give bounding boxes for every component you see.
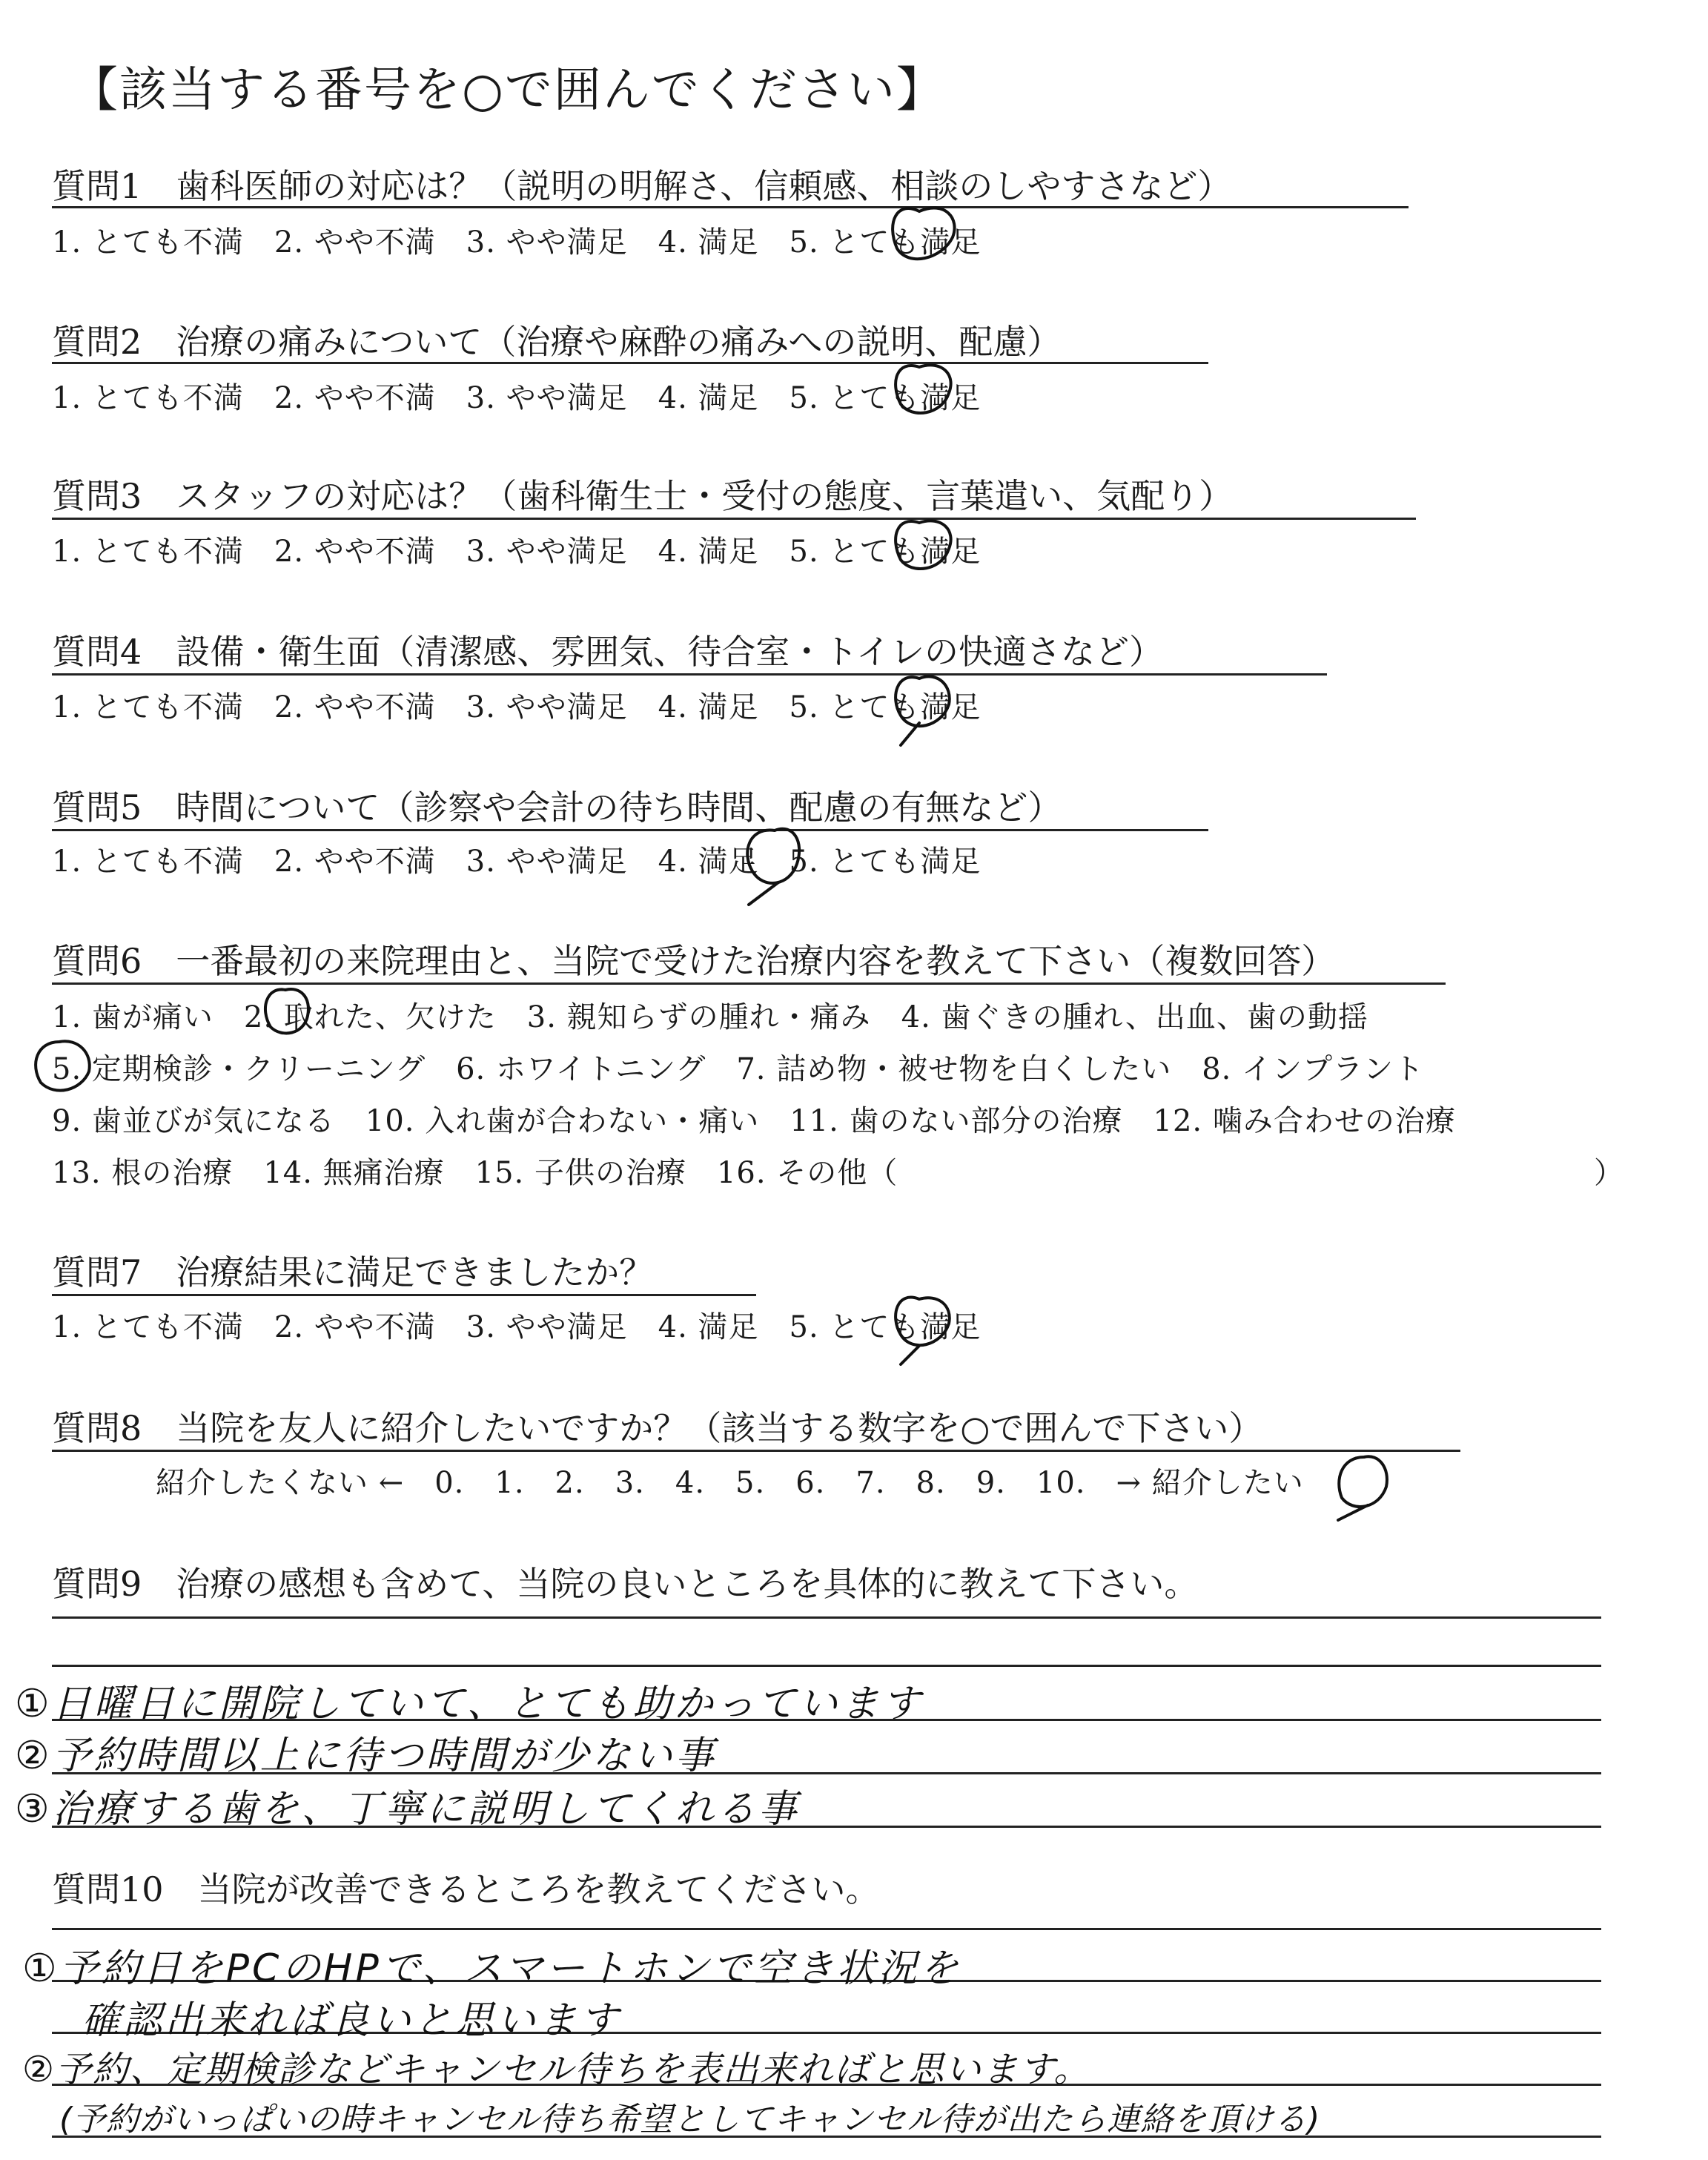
question-4-choices[interactable]: 1. とても不満 2. やや不満 3. やや満足 4. 満足 5. とても満足	[52, 690, 982, 724]
question-2-underline	[52, 362, 1208, 364]
question-6-row-4[interactable]: 13. 根の治療 14. 無痛治療 15. 子供の治療 16. その他（	[52, 1156, 898, 1190]
answer-line	[52, 1665, 1601, 1667]
question-8-scale[interactable]: 紹介したくない ← 0. 1. 2. 3. 4. 5. 6. 7. 8. 9. 10. → 紹介したい	[156, 1466, 1304, 1500]
question-8-title: 質問8 当院を友人に紹介したいですか？（該当する数字を○で囲んで下さい）	[52, 1408, 1263, 1448]
answer-line	[52, 1616, 1601, 1619]
question-7-choices[interactable]: 1. とても不満 2. やや不満 3. やや満足 4. 満足 5. とても満足	[52, 1310, 982, 1344]
question-4-underline	[52, 673, 1327, 676]
question-3-title: 質問3 スタッフの対応は？（歯科衛生士・受付の態度、言葉遣い、気配り）	[52, 476, 1234, 516]
question-10-answer-4: (予約がいっぱいの時キャンセル待ち希望としてキャンセル待が出たら連絡を頂ける)	[59, 2101, 1321, 2138]
question-3-choices[interactable]: 1. とても不満 2. やや不満 3. やや満足 4. 満足 5. とても満足	[52, 535, 982, 569]
question-1-choices[interactable]: 1. とても不満 2. やや不満 3. やや満足 4. 満足 5. とても満足	[52, 225, 982, 260]
question-1-underline	[52, 206, 1409, 208]
question-7-underline	[52, 1294, 756, 1296]
question-7-title: 質問7 治療結果に満足できましたか？	[52, 1252, 654, 1292]
question-10-answer-2: 確認出来れば良いと思います	[82, 1998, 622, 2043]
question-6-row-3[interactable]: 9. 歯並びが気になる 10. 入れ歯が合わない・痛い 11. 歯のない部分の治療 12. 噛み合わせの治療	[52, 1104, 1456, 1138]
question-6-underline	[52, 982, 1446, 985]
question-6-title: 質問6 一番最初の来院理由と、当院で受けた治療内容を教えて下さい（複数回答）	[52, 941, 1336, 981]
question-6-row-1[interactable]: 1. 歯が痛い 2. 取れた、欠けた 3. 親知らずの腫れ・痛み 4. 歯ぐきの腫れ、出血、歯の動揺	[52, 1000, 1368, 1034]
question-6-other-close-paren: ）	[1594, 1156, 1624, 1190]
page-header: 【該当する番号を○で囲んでください】	[70, 63, 945, 118]
question-3-underline	[52, 518, 1416, 520]
question-6-row-2[interactable]: 5. 定期検診・クリーニング 6. ホワイトニング 7. 詰め物・被せ物を白くしたい 8. インプラント	[52, 1052, 1425, 1086]
question-10-title: 質問10 当院が改善できるところを教えてください。	[52, 1869, 880, 1909]
question-5-choices[interactable]: 1. とても不満 2. やや不満 3. やや満足 4. 満足 5. とても満足	[52, 845, 982, 879]
question-10-answer-3: ②予約、定期検診などキャンセル待ちを表出来ればと思います。	[22, 2049, 1091, 2090]
question-5-underline	[52, 829, 1208, 831]
question-2-title: 質問2 治療の痛みについて（治療や麻酔の痛みへの説明、配慮）	[52, 322, 1062, 362]
question-4-title: 質問4 設備・衛生面（清潔感、雰囲気、待合室・トイレの快適さなど）	[52, 632, 1163, 672]
question-9-answer-2: ②予約時間以上に待つ時間が少ない事	[15, 1734, 717, 1778]
answer-line	[52, 1928, 1601, 1930]
question-9-answer-3: ③治療する歯を、丁寧に説明してくれる事	[15, 1787, 800, 1832]
question-10-answer-1: ①予約日をPCのHPで、スマートホンで空き状況を	[22, 1946, 961, 1991]
question-1-title: 質問1 歯科医師の対応は？（説明の明解さ、信頼感、相談のしやすさなど）	[52, 166, 1232, 206]
question-8-underline	[52, 1450, 1460, 1452]
question-9-title: 質問9 治療の感想も含めて、当院の良いところを具体的に教えて下さい。	[52, 1564, 1199, 1604]
question-2-choices[interactable]: 1. とても不満 2. やや不満 3. やや満足 4. 満足 5. とても満足	[52, 381, 982, 415]
question-9-answer-1: ①日曜日に開院していて、とても助かっています	[15, 1682, 924, 1726]
question-5-title: 質問5 時間について（診察や会計の待ち時間、配慮の有無など）	[52, 787, 1062, 828]
circle-mark-q8	[1338, 1456, 1387, 1520]
